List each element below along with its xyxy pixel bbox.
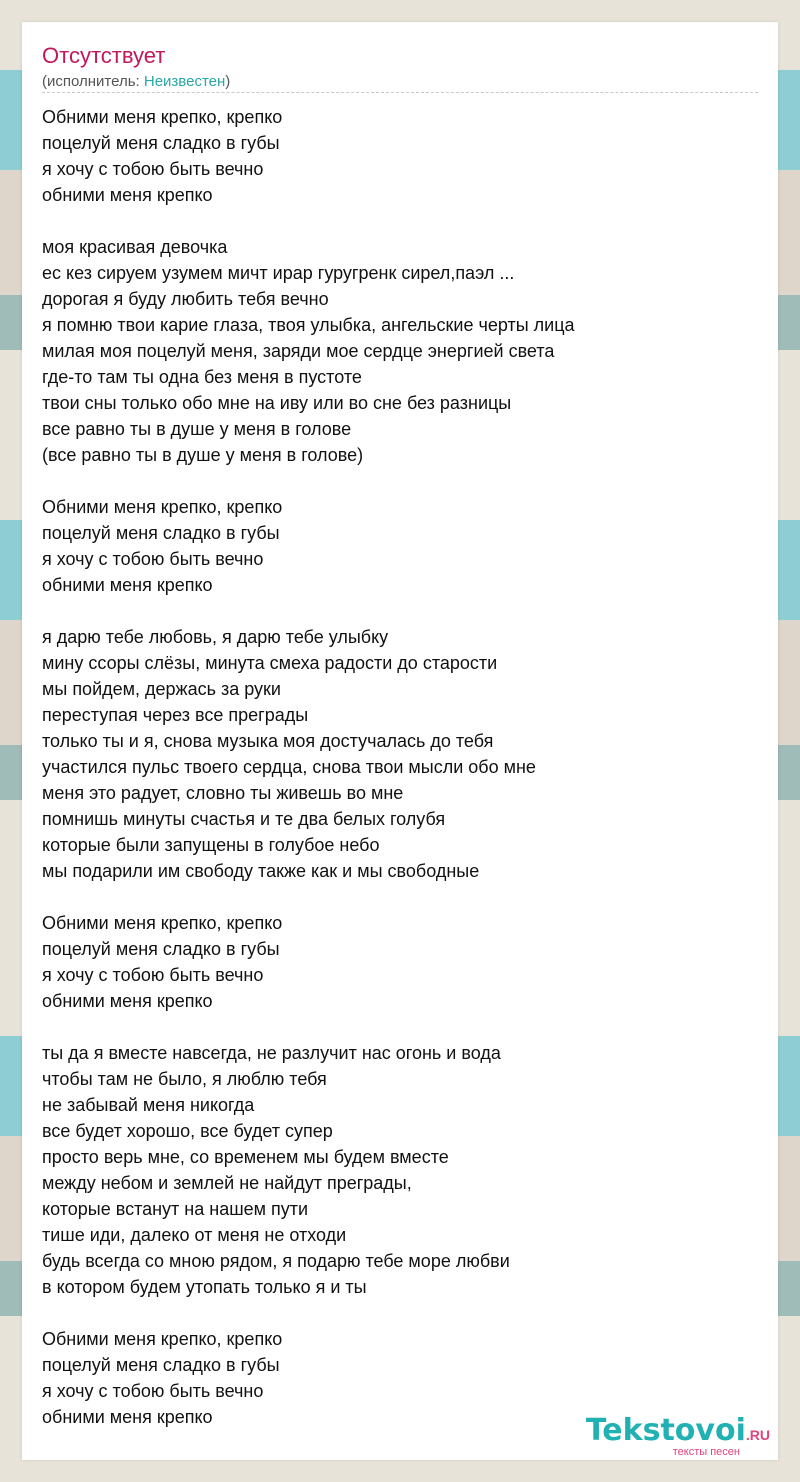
lyric-line: не забывай меня никогда: [42, 1095, 255, 1115]
lyric-line: моя красивая девочка: [42, 237, 228, 257]
lyric-line: я дарю тебе любовь, я дарю тебе улыбку: [42, 627, 389, 647]
lyric-line: которые были запущены в голубое небо: [42, 835, 380, 855]
lyric-line: все равно ты в душе у меня в голове: [42, 419, 352, 439]
lyric-line: поцелуй меня сладко в губы: [42, 939, 280, 959]
artist-suffix: ): [225, 73, 231, 90]
artist-prefix: (исполнитель:: [42, 73, 144, 90]
artist-line: [42, 72, 230, 92]
lyric-line: помнишь минуты счастья и те два белых голубя: [42, 809, 446, 829]
lyric-line: ты да я вместе навсегда, не разлучит нас огонь и вода: [42, 1043, 501, 1063]
lyric-line: Обними меня крепко, крепко: [42, 913, 283, 933]
logo-tld: .RU: [745, 1427, 770, 1443]
lyric-line: я хочу с тобою быть вечно: [42, 1381, 264, 1401]
logo-name: Tekstovoi: [585, 1413, 746, 1448]
lyric-line: (все равно ты в душе у меня в голове): [42, 445, 364, 465]
logo-tagline: тексты песен: [672, 1446, 740, 1458]
lyric-line: Обними меня крепко, крепко: [42, 1329, 283, 1349]
lyric-line: которые встанут на нашем пути: [42, 1199, 309, 1219]
stanza: [42, 104, 758, 208]
lyric-line: поцелуй меня сладко в губы: [42, 133, 280, 153]
stanza: [42, 910, 758, 1014]
lyric-line: Обними меня крепко, крепко: [42, 497, 283, 517]
lyric-line: между небом и землей не найдут преграды,: [42, 1173, 412, 1193]
lyric-line: я хочу с тобою быть вечно: [42, 159, 264, 179]
lyric-line: мину ссоры слёзы, минута смеха радости до старости: [42, 653, 498, 673]
site-logo[interactable]: [586, 1414, 770, 1458]
lyrics-body: [42, 104, 758, 1456]
lyric-line: я хочу с тобою быть вечно: [42, 965, 264, 985]
lyric-line: обними меня крепко: [42, 991, 213, 1011]
stanza: [42, 1040, 758, 1300]
song-title: Отсутствует: [42, 43, 166, 68]
lyric-line: поцелуй меня сладко в губы: [42, 523, 280, 543]
lyric-line: мы подарили им свободу также как и мы свободные: [42, 861, 480, 881]
lyric-line: Обними меня крепко, крепко: [42, 107, 283, 127]
lyric-line: будь всегда со мною рядом, я подарю тебе море любви: [42, 1251, 510, 1271]
lyric-line: мы пойдем, держась за руки: [42, 679, 281, 699]
lyric-line: обними меня крепко: [42, 185, 213, 205]
lyric-line: тише иди, далеко от меня не отходи: [42, 1225, 347, 1245]
lyric-line: обними меня крепко: [42, 575, 213, 595]
lyric-line: ес кез сируем узумем мичт ирар гуругренк сирел,паэл ...: [42, 263, 515, 283]
lyric-line: меня это радует, словно ты живешь во мне: [42, 783, 404, 803]
lyric-line: дорогая я буду любить тебя вечно: [42, 289, 329, 309]
lyric-line: чтобы там не было, я люблю тебя: [42, 1069, 327, 1089]
lyric-line: я помню твои карие глаза, твоя улыбка, ангельские черты лица: [42, 315, 575, 335]
lyric-line: твои сны только обо мне на иву или во сне без разницы: [42, 393, 512, 413]
stanza: [42, 494, 758, 598]
lyric-line: где-то там ты одна без меня в пустоте: [42, 367, 362, 387]
lyric-line: милая моя поцелуй меня, заряди мое сердце энергией света: [42, 341, 555, 361]
lyrics-card: [22, 22, 778, 1460]
lyric-line: поцелуй меня сладко в губы: [42, 1355, 280, 1375]
lyric-line: все будет хорошо, все будет супер: [42, 1121, 333, 1141]
lyric-line: участился пульс твоего сердца, снова твои мысли обо мне: [42, 757, 536, 777]
lyric-line: просто верь мне, со временем мы будем вместе: [42, 1147, 449, 1167]
stanza: [42, 624, 758, 884]
title-divider: [42, 92, 758, 93]
stanza: [42, 234, 758, 468]
lyric-line: я хочу с тобою быть вечно: [42, 549, 264, 569]
lyric-line: только ты и я, снова музыка моя достучалась до тебя: [42, 731, 494, 751]
artist-link[interactable]: Неизвестен: [143, 73, 226, 90]
lyric-line: в котором будем утопать только я и ты: [42, 1277, 367, 1297]
lyric-line: переступая через все преграды: [42, 705, 309, 725]
lyric-line: обними меня крепко: [42, 1407, 213, 1427]
